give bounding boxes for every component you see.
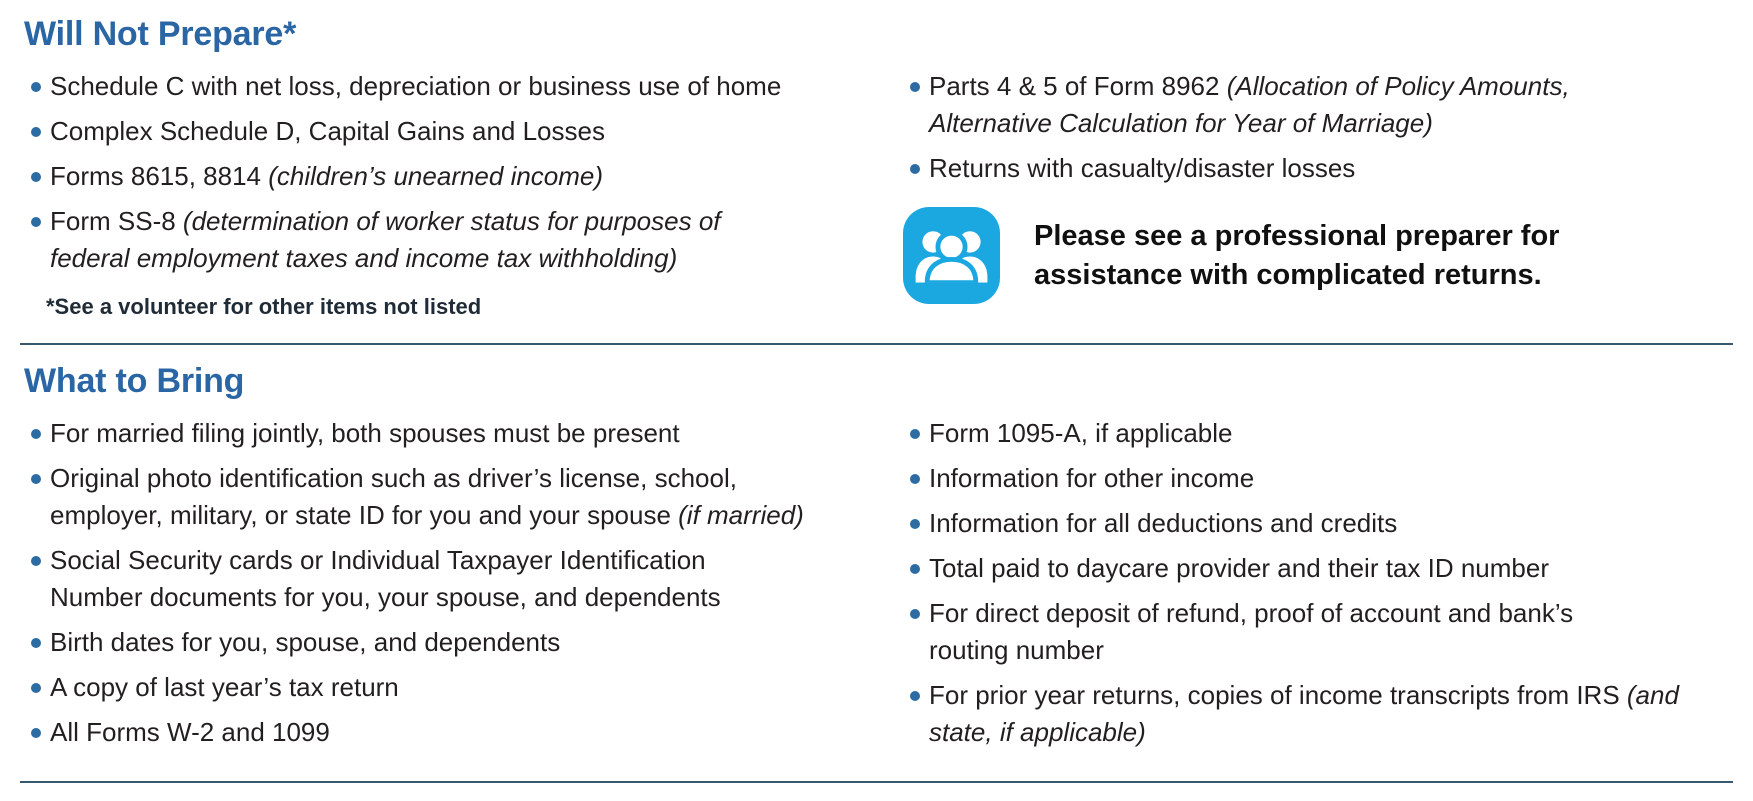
- item-text: For married filing jointly, both spouses must be present: [50, 418, 680, 448]
- list-item: [909, 460, 1729, 497]
- list-item: [909, 505, 1729, 542]
- list-item: [909, 68, 1679, 142]
- item-text-italic: (children’s unearned income): [268, 161, 604, 191]
- list-item: [909, 550, 1729, 587]
- will-not-prepare-right-list: [903, 68, 1729, 187]
- list-item: [30, 624, 869, 661]
- list-item: [30, 158, 869, 195]
- list-item: [30, 460, 830, 534]
- item-text-italic: (Allocation of Policy Amounts, Alternative Calculation for Year of Marriage): [929, 71, 1570, 138]
- item-text-italic: (if married): [678, 500, 804, 530]
- what-to-bring-left-list: [24, 415, 869, 759]
- list-item: [30, 203, 770, 277]
- list-item: [909, 150, 1729, 187]
- will-not-prepare-columns: [24, 68, 1729, 321]
- item-text: Birth dates for you, spouse, and dependents: [50, 627, 561, 657]
- item-text-italic: (determination of worker status for purposes of federal employment taxes and income tax withholding): [50, 206, 721, 273]
- item-text: Parts 4 & 5 of Form 8962: [929, 71, 1227, 101]
- list-item: [30, 714, 869, 751]
- callout-text: Please see a professional preparer for assistance with complicated returns.: [1034, 219, 1560, 291]
- list-item: [30, 669, 869, 706]
- what-to-bring-right-list: [903, 415, 1729, 759]
- will-not-prepare-left-column: [24, 68, 869, 321]
- professional-preparer-callout: [903, 207, 1729, 304]
- bottom-divider: [20, 781, 1733, 783]
- what-to-bring-columns: [24, 415, 1729, 759]
- list-item: [30, 542, 780, 616]
- section-will-not-prepare: [24, 14, 1729, 321]
- will-not-prepare-left-list: [24, 68, 869, 277]
- what-to-bring-heading: What to Bring: [24, 362, 245, 400]
- item-text: Returns with casualty/disaster losses: [929, 153, 1356, 183]
- section-what-to-bring: [24, 361, 1729, 759]
- item-text: Form 1095-A, if applicable: [929, 418, 1233, 448]
- item-text: Social Security cards or Individual Taxpayer Identification Number documents for you, your spouse, and dependents: [50, 545, 721, 612]
- list-item: [909, 415, 1729, 452]
- list-item: [30, 68, 869, 105]
- item-text: Total paid to daycare provider and their tax ID number: [929, 553, 1550, 583]
- item-text: Complex Schedule D, Capital Gains and Losses: [50, 116, 605, 146]
- item-text: For direct deposit of refund, proof of account and bank’s routing number: [929, 598, 1574, 665]
- item-text: All Forms W-2 and 1099: [50, 717, 330, 747]
- group-people-icon: [903, 207, 1000, 304]
- item-text-italic: (and state, if applicable): [929, 680, 1679, 747]
- list-item: [30, 415, 869, 452]
- item-text: A copy of last year’s tax return: [50, 672, 399, 702]
- list-item: [30, 113, 869, 150]
- item-text: Schedule C with net loss, depreciation or business use of home: [50, 71, 782, 101]
- item-text: Original photo identification such as driver’s license, school, employer, military, or state ID for you and your spouse: [50, 463, 737, 530]
- list-item: [909, 677, 1689, 751]
- item-text: Form SS-8: [50, 206, 183, 236]
- item-text: Information for all deductions and credits: [929, 508, 1398, 538]
- will-not-prepare-right-column: [903, 68, 1729, 321]
- item-text: For prior year returns, copies of income transcripts from IRS: [929, 680, 1627, 710]
- section-divider: [20, 343, 1733, 345]
- item-text: Forms 8615, 8814: [50, 161, 269, 191]
- volunteer-footnote: *See a volunteer for other items not listed: [46, 294, 482, 319]
- list-item: [909, 595, 1659, 669]
- will-not-prepare-heading: Will Not Prepare*: [24, 15, 297, 53]
- item-text: Information for other income: [929, 463, 1255, 493]
